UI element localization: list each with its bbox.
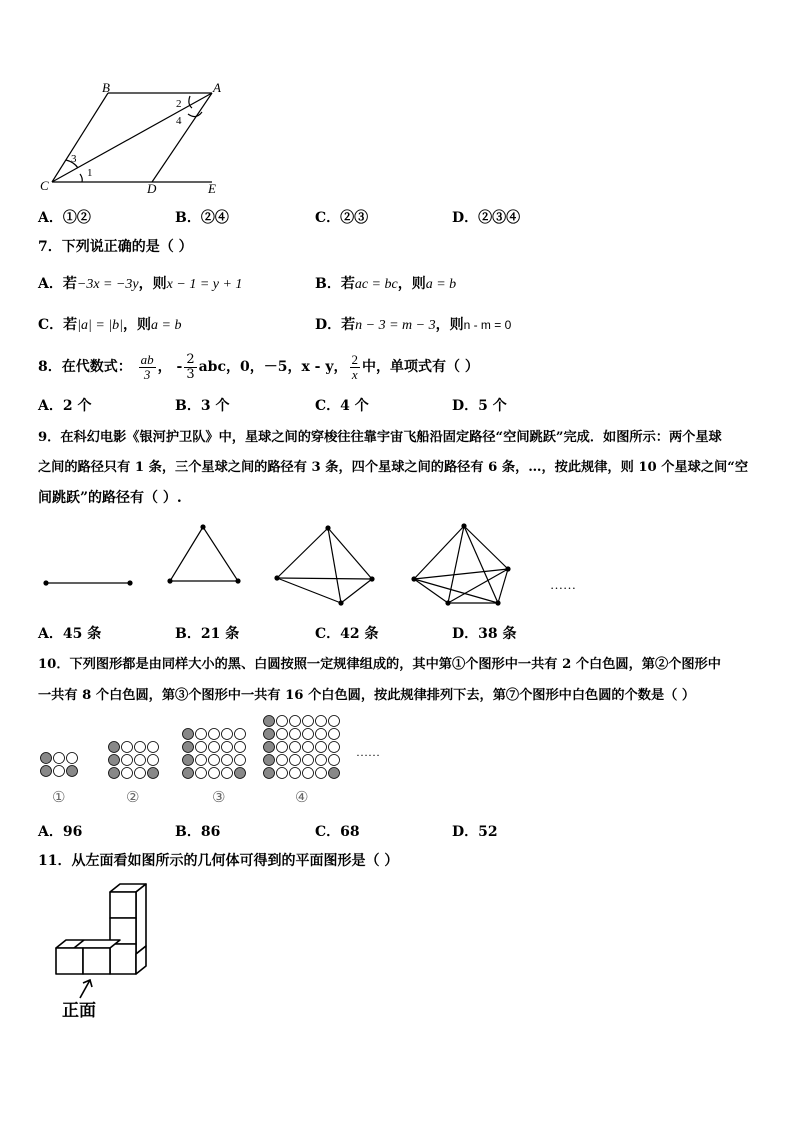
q7-option-b: B．若ac = bc，则a = b xyxy=(315,276,457,292)
q9-option-b: B．21 条 xyxy=(175,626,240,642)
angle-3: 3 xyxy=(71,153,77,165)
caption-3: ③ xyxy=(212,788,226,806)
label-A: A xyxy=(213,80,221,95)
q10-option-a: A．96 xyxy=(38,824,83,840)
q9-line-1: 9．在科幻电影《银河护卫队》中，星球之间的穿梭往往靠宇宙飞船沿固定路径“空间跳跃”完成．如图所示：两个星球 xyxy=(38,430,722,445)
q6-option-c: C．②③ xyxy=(315,210,369,226)
front-label: 正面 xyxy=(62,1001,96,1021)
label-B: B xyxy=(102,80,110,95)
q7-option-a: A．若−3x = −3y，则x − 1 = y + 1 xyxy=(38,276,243,292)
q8-option-d: D．5 个 xyxy=(452,398,507,414)
q6-option-b: B．②④ xyxy=(175,210,229,226)
q6-option-a: A．①② xyxy=(38,210,91,226)
label-D: D xyxy=(147,181,157,196)
q8-option-a: A．2 个 xyxy=(38,398,92,414)
q10-option-c: C．68 xyxy=(315,824,360,840)
q8-stem: 8．在代数式： $\frac{ab}{3}$ ， - $\frac{2}{3}$ abc，0，－5，x - y， $\frac{2}{x}$ 中，单项式有（ ） xyxy=(38,351,479,382)
cube-solid-figure xyxy=(40,880,170,1025)
caption-4: ④ xyxy=(295,788,309,806)
q9-line-2: 之间的路径只有 1 条，三个星球之间的路径有 3 条，四个星球之间的路径有 6 条，…，按此规律，则 10 个星球之间“空 xyxy=(38,460,749,475)
caption-2: ② xyxy=(126,788,140,806)
label-E: E xyxy=(208,181,216,196)
star-path-figures xyxy=(30,515,590,615)
q6-option-d: D．②③④ xyxy=(452,210,521,226)
q7-stem: 7．下列说正确的是（ ） xyxy=(38,239,193,255)
q9-line-3: 间跳跃”的路径有（ ）. xyxy=(38,490,182,506)
q9-option-a: A．45 条 xyxy=(38,626,102,642)
parallelogram-figure xyxy=(30,78,240,200)
q10-line-1: 10．下列图形都是由同样大小的黑、白圆按照一定规律组成的，其中第①个图形中一共有 2 个白色圆，第②个图形中 xyxy=(38,657,721,672)
fraction-ab-3: $\frac{ab}{3}$ xyxy=(140,351,154,382)
circle-pattern-figures xyxy=(30,712,390,808)
angle-1: 1 xyxy=(87,167,93,179)
q7-option-d: D．若n − 3 = m − 3，则n - m = 0 xyxy=(315,317,512,333)
q11-stem: 11．从左面看如图所示的几何体可得到的平面图形是（ ） xyxy=(38,853,399,869)
label-C: C xyxy=(40,178,49,193)
q10-ellipsis: …… xyxy=(356,745,380,759)
fraction-2-x: $\frac{2}{x}$ xyxy=(351,351,359,382)
q10-option-d: D．52 xyxy=(452,824,498,840)
q8-option-c: C．4 个 xyxy=(315,398,369,414)
q7-option-c: C．若|a| = |b|，则a = b xyxy=(38,317,182,333)
q9-option-c: C．42 条 xyxy=(315,626,379,642)
angle-2: 2 xyxy=(176,98,182,110)
angle-4: 4 xyxy=(176,115,182,127)
fraction-2-3: $\frac{2}{3}$ xyxy=(186,351,195,382)
q9-ellipsis: …… xyxy=(550,577,576,592)
q9-option-d: D．38 条 xyxy=(452,626,517,642)
q10-line-2: 一共有 8 个白色圆，第③个图形中一共有 16 个白色圆，按此规律排列下去，第⑦个图形中白色圆的个数是（ ） xyxy=(38,688,696,703)
q8-option-b: B．3 个 xyxy=(175,398,230,414)
caption-1: ① xyxy=(52,788,66,806)
q10-option-b: B．86 xyxy=(175,824,221,840)
